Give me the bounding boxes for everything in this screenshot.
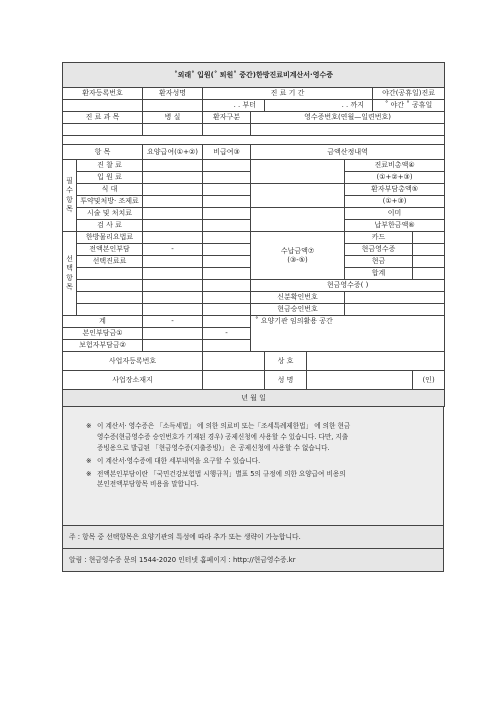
full-self-insured-dash: - xyxy=(143,244,203,256)
night-holiday-options[interactable]: ˚ 야간 ˚ 공휴일 xyxy=(373,100,445,112)
item-exam: 진 찰 료 xyxy=(77,160,143,172)
note-3-mark: ※ xyxy=(86,469,92,478)
total-insured-dash: - xyxy=(143,316,203,328)
cash-label: 현금 xyxy=(345,256,413,268)
non-insured-header: 비급여③ xyxy=(203,145,251,160)
calc-empty-1 xyxy=(251,160,345,184)
calc-empty-2 xyxy=(251,184,345,208)
note-2-mark: ※ xyxy=(86,456,92,465)
patient-no-label: 환자등록번호 xyxy=(63,88,143,100)
patient-total-formula: (①+③) xyxy=(345,196,445,208)
issue-date[interactable]: 년 월 일 xyxy=(63,390,445,407)
note-1 xyxy=(86,421,433,454)
notes-section xyxy=(62,407,444,526)
physio-insured-field[interactable] xyxy=(143,232,203,244)
note-2 xyxy=(86,456,433,467)
calc-detail-header: 금액산정내역 xyxy=(251,145,445,160)
full-self-non-insured-field[interactable] xyxy=(203,244,251,256)
self-pay-label: 본인부담금① xyxy=(63,328,143,340)
note-2-line-1: 이 계산서·영수증에 대한 세부내역을 요구할 수 있습니다. xyxy=(97,456,261,465)
optional-blank-1-insured[interactable] xyxy=(143,268,203,280)
sum-field[interactable] xyxy=(413,268,445,280)
approval-no-field[interactable] xyxy=(345,304,445,316)
self-pay-insured-field[interactable] xyxy=(143,328,203,340)
amount-received-text: 수납금액⑦ xyxy=(280,247,315,256)
patient-type-label: 환자구분 xyxy=(203,112,251,124)
procedure-insured-field[interactable] xyxy=(143,208,203,220)
item-full-self: 전액본인부담 xyxy=(77,244,143,256)
note-3-line-2: 본인전액부담항목 비용을 말합니다. xyxy=(97,480,199,489)
optional-blank-3[interactable] xyxy=(77,292,143,304)
medication-non-insured-field[interactable] xyxy=(203,196,251,208)
optional-items-label: 선택항목 xyxy=(63,232,77,316)
note-footer: 주 : 항목 중 선택항목은 요양기관의 특성에 따라 추가 또는 생략이 가능합니다. xyxy=(62,526,444,549)
physio-non-insured-field[interactable] xyxy=(203,232,251,244)
note-3 xyxy=(86,469,433,491)
amount-received-label xyxy=(251,232,345,280)
note-1-line-2: 영수증(현금영수증 승인번호가 기재된 경우) 공제신청에 사용할 수 있습니다. 다만, 지출 xyxy=(97,432,349,441)
item-admission: 입 원 료 xyxy=(77,172,143,184)
insured-header: 요양급여(①+②) xyxy=(143,145,203,160)
patient-type-field[interactable] xyxy=(203,124,251,136)
biz-name-label: 상 호 xyxy=(265,352,307,371)
note-3-line-1: 전액본인부담이란 「국민건강보험법 시행규칙」별표 5의 규정에 의한 요양급여 비용의 xyxy=(97,469,346,478)
item-meals: 식 대 xyxy=(77,184,143,196)
period-to-field[interactable]: . . 까지 xyxy=(265,100,373,112)
ward-field[interactable] xyxy=(143,124,203,136)
test-insured-field[interactable] xyxy=(143,220,203,232)
selective-non-insured-field[interactable] xyxy=(203,256,251,268)
biz-reg-no-label: 사업자등록번호 xyxy=(63,352,203,371)
optional-blank-1-non-insured[interactable] xyxy=(203,268,251,280)
signature-label: 성 명 xyxy=(265,371,307,390)
form-title: ˚외래˚ 입원(˚ 퇴원˚ 중간)한방진료비계산서·영수증 xyxy=(63,63,445,88)
note-1-line-3: 증빙용으로 발급된 「현금영수증(지출증빙)」 은 공제신청에 사용할 수 없습니다. xyxy=(97,443,330,452)
meals-insured-field[interactable] xyxy=(143,184,203,196)
patient-total-label: 환자부담총액⑤ xyxy=(345,184,445,196)
already-paid-label: 이미 xyxy=(345,208,445,220)
receipt-table xyxy=(62,62,445,407)
optional-blank-4-non-insured[interactable] xyxy=(203,304,251,316)
biz-reg-no-field[interactable] xyxy=(203,352,265,371)
exam-insured-field[interactable] xyxy=(143,160,203,172)
exam-non-insured-field[interactable] xyxy=(203,160,251,172)
period-from-field[interactable]: . . 부터 xyxy=(203,100,265,112)
item-procedure: 시술 및 처치료 xyxy=(77,208,143,220)
item-selective: 선택진료료 xyxy=(77,256,143,268)
already-paid-label-2: 납부한금액⑥ xyxy=(345,220,445,232)
optional-blank-4[interactable] xyxy=(77,304,143,316)
admission-non-insured-field[interactable] xyxy=(203,172,251,184)
biz-name-field[interactable] xyxy=(307,352,445,371)
self-pay-dash: - xyxy=(203,328,251,340)
info-bar: 알림 : 현금영수증 문의 1544-2020 인터넷 홈페이지 : http://현금영수증.kr xyxy=(62,549,444,572)
receipt-no-field[interactable] xyxy=(251,124,445,136)
cash-receipt-paren: 현금영수증( ) xyxy=(251,280,445,292)
optional-blank-3-non-insured[interactable] xyxy=(203,292,251,304)
total-fee-label: 진료비총액④ xyxy=(345,160,445,172)
amount-received-formula: (③-⑤) xyxy=(287,255,308,264)
insurer-pay-non-insured-field[interactable] xyxy=(203,340,251,352)
optional-blank-3-insured[interactable] xyxy=(143,292,203,304)
selective-insured-field[interactable] xyxy=(143,256,203,268)
biz-address-field[interactable] xyxy=(203,371,265,390)
card-label: 카드 xyxy=(345,232,413,244)
optional-blank-2-non-insured[interactable] xyxy=(203,280,251,292)
procedure-non-insured-field[interactable] xyxy=(203,208,251,220)
cash-receipt-field[interactable] xyxy=(413,244,445,256)
night-holiday-label: 야간(공휴일)진료 xyxy=(373,88,445,100)
signature-field[interactable] xyxy=(307,371,413,390)
patient-name-label: 환자성명 xyxy=(143,88,203,100)
ward-label: 병 실 xyxy=(143,112,203,124)
optional-blank-2[interactable] xyxy=(77,280,143,292)
cash-receipt-label: 현금영수증 xyxy=(345,244,413,256)
item-header: 항 목 xyxy=(63,145,143,160)
receipt-form xyxy=(62,62,444,572)
note-1-mark: ※ xyxy=(86,422,92,430)
dept-label: 진 료 과 목 xyxy=(63,112,143,124)
dept-field[interactable] xyxy=(63,124,143,136)
approval-no-label: 현금승인번호 xyxy=(251,304,345,316)
test-non-insured-field[interactable] xyxy=(203,220,251,232)
biz-address-label: 사업장소재지 xyxy=(63,371,203,390)
period-label: 진 료 기 간 xyxy=(203,88,373,100)
id-no-field[interactable] xyxy=(345,292,445,304)
insurer-pay-label: 보험자부담금② xyxy=(63,340,143,352)
seal-mark: (인) xyxy=(413,371,445,390)
total-fee-formula: (①+②+③) xyxy=(345,172,445,184)
item-physio: 한방물리요법료 xyxy=(77,232,143,244)
id-no-label: 신분확인번호 xyxy=(251,292,345,304)
medication-insured-field[interactable] xyxy=(143,196,203,208)
patient-no-field[interactable] xyxy=(63,100,143,112)
total-label: 계 xyxy=(63,316,143,328)
insurer-pay-insured-field[interactable] xyxy=(143,340,203,352)
item-test: 검 사 료 xyxy=(77,220,143,232)
item-medication: 투약및처방· 조제료 xyxy=(77,196,143,208)
cash-field[interactable] xyxy=(413,256,445,268)
admission-insured-field[interactable] xyxy=(143,172,203,184)
card-field[interactable] xyxy=(413,232,445,244)
meals-non-insured-field[interactable] xyxy=(203,184,251,196)
optional-blank-2-insured[interactable] xyxy=(143,280,203,292)
note-1-line-1: 이 계산서· 영수증은 「소득세법」 에 의한 의료비 또는「조세특례제한법」 에 의한 현금 xyxy=(97,422,351,430)
spacer-row xyxy=(63,136,445,145)
receipt-no-label: 영수증번호(연월—일련번호) xyxy=(251,112,445,124)
total-non-insured-field[interactable] xyxy=(203,316,251,328)
patient-name-field[interactable] xyxy=(143,100,203,112)
required-items-label: 필수항목 xyxy=(63,160,77,232)
optional-blank-1[interactable] xyxy=(77,268,143,280)
sum-label: 합계 xyxy=(345,268,413,280)
optional-blank-4-insured[interactable] xyxy=(143,304,203,316)
calc-empty-3 xyxy=(251,208,345,232)
free-use-area[interactable]: ˚ 요양기관 임의활용 공간 xyxy=(251,316,445,352)
